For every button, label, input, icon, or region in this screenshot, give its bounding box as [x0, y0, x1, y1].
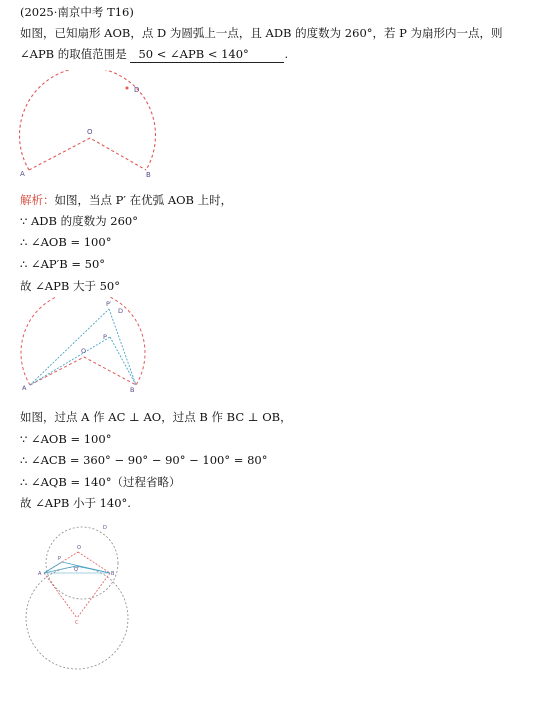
- solution-heading: 解析：: [20, 193, 55, 207]
- figure-3-label-q: Q: [74, 567, 78, 573]
- figure-2-label-o: O: [81, 347, 87, 355]
- solution-line-6: 如图，过点 A 作 AC ⊥ AO，过点 B 作 BC ⊥ OB，: [20, 410, 292, 424]
- problem-source: (2025·南京中考 T16): [20, 5, 134, 19]
- figure-2-segment-ap-prime: [30, 309, 109, 385]
- figure-3-segment-bc: [77, 573, 110, 618]
- figure-3-label-d: D: [103, 525, 107, 531]
- solution-line-4: ∴ ∠AP′B = 50°: [20, 257, 106, 271]
- figure-3-label-c: C: [75, 620, 79, 626]
- figure-3-segment-aq: [44, 566, 76, 573]
- figure-1-sector: [14, 70, 164, 180]
- figure-1-arc: [20, 70, 156, 170]
- figure-3-segment-ac: [44, 573, 77, 618]
- figure-3-label-a: A: [38, 571, 42, 577]
- solution-line-7: ∵ ∠AOB = 100°: [20, 432, 112, 446]
- figure-1-radii: [29, 138, 146, 170]
- figure-2-arc: [21, 297, 145, 385]
- figure-1-label-b: B: [146, 171, 151, 179]
- solution-heading-row: [20, 192, 232, 208]
- figure-1-label-a: A: [20, 170, 25, 178]
- figure-2-radii: [30, 357, 136, 385]
- solution-line-5: 故 ∠APB 大于 50°: [20, 279, 120, 293]
- problem-stem-line1: 如图，已知扇形 AOB，点 D 为圆弧上一点，且 ADB 的度数为 260°，若 P 为扇形内一点，则: [20, 26, 503, 40]
- solution-line-3: ∴ ∠AOB = 100°: [20, 235, 112, 249]
- solution-line-9: ∴ ∠AQB = 140°（过程省略）: [20, 475, 181, 489]
- answer-blank: 50 < ∠APB < 140°: [130, 46, 284, 63]
- figure-3-construction: [20, 515, 140, 670]
- figure-3-label-p: P: [58, 556, 62, 562]
- figure-3-upper-circle: [46, 527, 118, 599]
- figure-2-label-p: P: [103, 333, 107, 341]
- solution-line-2: ∵ ADB 的度数为 260°: [20, 214, 138, 228]
- figure-2-sector: [14, 297, 164, 397]
- figure-2-label-p-prime: P′: [106, 300, 112, 308]
- solution-line-8: ∴ ∠ACB = 360° − 90° − 90° − 100° = 80°: [20, 453, 268, 467]
- figure-1-label-d: D: [134, 86, 140, 94]
- problem-stem-suffix: .: [284, 47, 289, 61]
- problem-stem-prefix: ∠APB 的取值范围是: [20, 47, 127, 61]
- figure-2-label-d: D: [118, 307, 124, 315]
- figure-2-label-b: B: [130, 386, 135, 394]
- solution-line-1: 如图，当点 P′ 在优弧 AOB 上时，: [54, 193, 233, 207]
- figure-2-segment-ap: [30, 337, 110, 385]
- figure-2-segment-p-prime-b: [109, 309, 136, 385]
- figure-3-label-b: B: [111, 571, 115, 577]
- figure-3-label-o: O: [77, 545, 81, 551]
- figure-1-label-o: O: [87, 128, 93, 136]
- problem-stem-line2: [20, 46, 288, 63]
- figure-1-point-d: [126, 87, 129, 90]
- solution-line-10: 故 ∠APB 小于 140°.: [20, 496, 131, 510]
- figure-2-label-a: A: [22, 384, 27, 392]
